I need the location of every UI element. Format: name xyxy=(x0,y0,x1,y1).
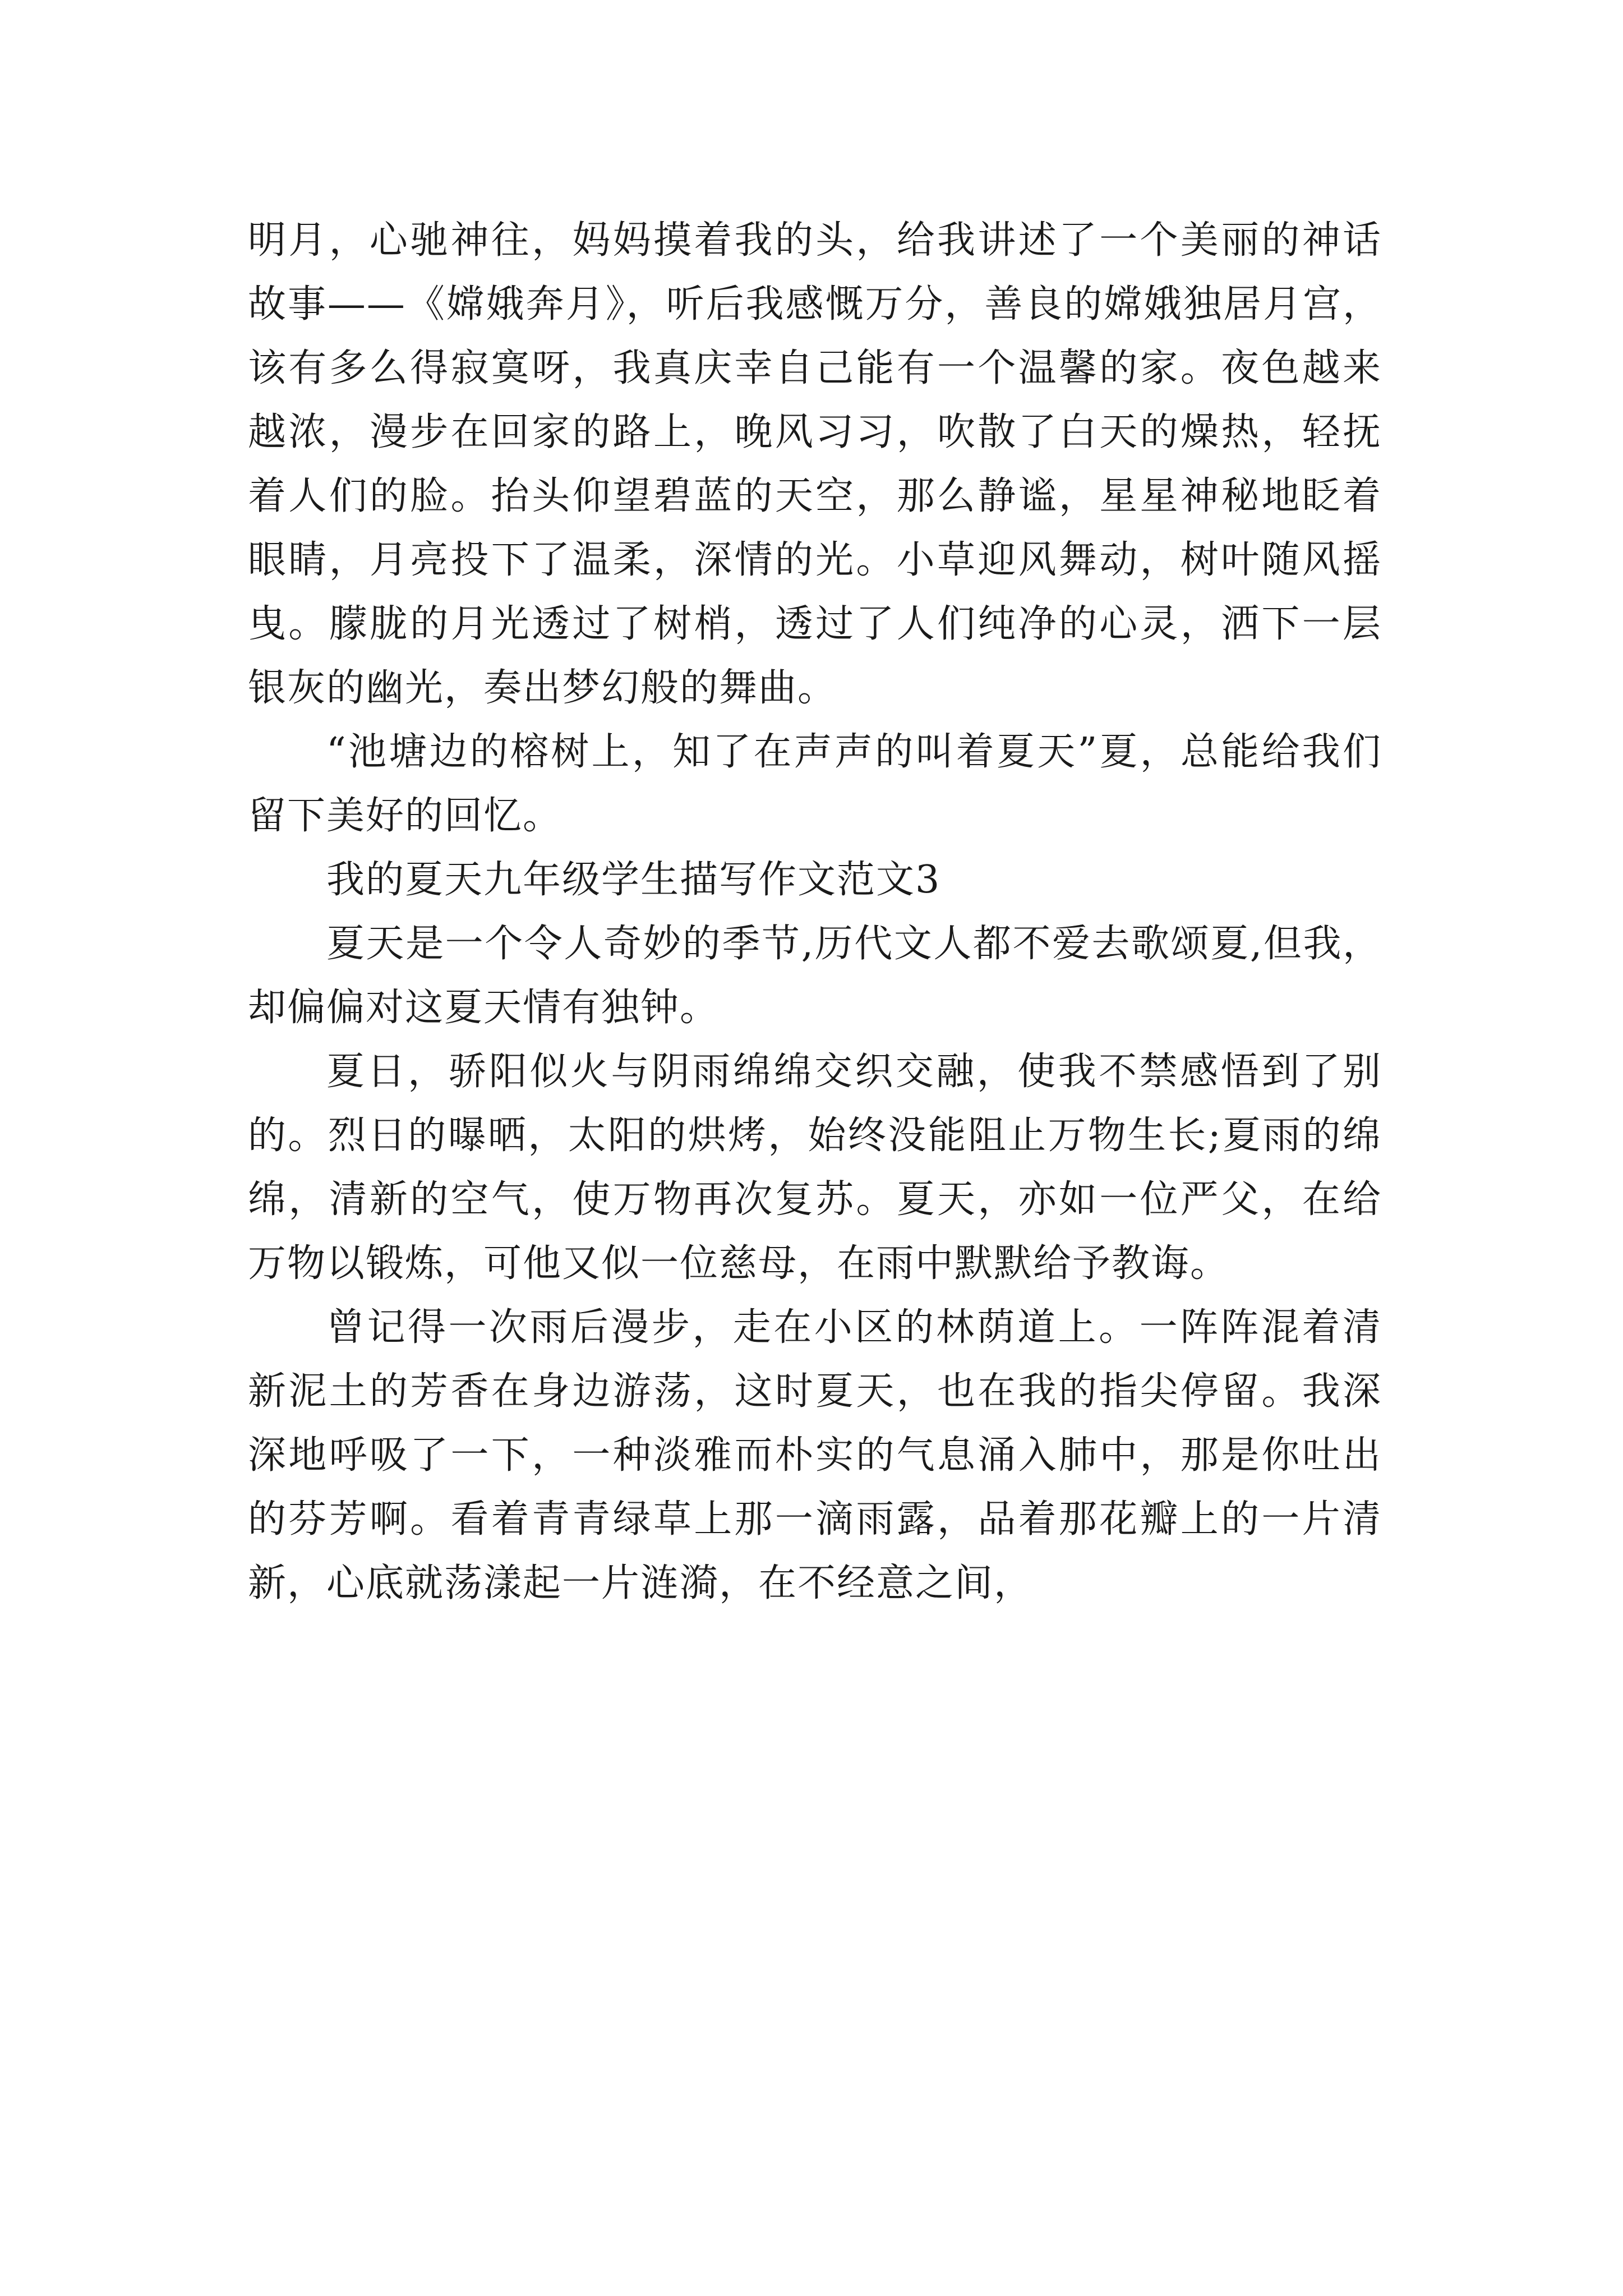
paragraph-2: “池塘边的榕树上，知了在声声的叫着夏天”夏，总能给我们留下美好的回忆。 xyxy=(248,730,1382,838)
paragraph-1: 明月，心驰神往，妈妈摸着我的头，给我讲述了一个美丽的神话故事——《嫦娥奔月》，听后我感慨万分，善良的嫦娥独居月宫，该有多么得寂寞呀，我真庆幸自己能有一个温馨的家。夜色越来越浓，漫步在回家的路上，晚风习习，吹散了白天的燥热，轻抚着人们的脸。抬头仰望碧蓝的天空，那么静谧，星星神秘地眨着眼睛，月亮投下了温柔，深情的光。小草迎风舞动，树叶随风摇曳。朦胧的月光透过了树梢，透过了人们纯净的心灵，洒下一层银灰的幽光，奏出梦幻般的舞曲。 xyxy=(248,218,1382,710)
paragraph-5: 曾记得一次雨后漫步，走在小区的林荫道上。一阵阵混着清新泥土的芳香在身边游荡，这时夏天，也在我的指尖停留。我深深地呼吸了一下，一种淡雅而朴实的气息涌入肺中，那是你吐出的芬芳啊。看着青青绿草上那一滴雨露，品着那花瓣上的一片清新，心底就荡漾起一片涟漪，在不经意之间， xyxy=(248,1305,1382,1605)
section-heading: 我的夏天九年级学生描写作文范文3 xyxy=(326,858,941,902)
paragraph-3: 夏天是一个令人奇妙的季节,历代文人都不爱去歌颂夏,但我，却偏偏对这夏天情有独钟。 xyxy=(248,922,1382,1030)
paragraph-4: 夏日，骄阳似火与阴雨绵绵交织交融，使我不禁感悟到了别的。烈日的曝晒，太阳的烘烤，始终没能阻止万物生长;夏雨的绵绵，清新的空气，使万物再次复苏。夏天，亦如一位严父，在给万物以锻炼，可他又似一位慈母，在雨中默默给予教诲。 xyxy=(248,1050,1382,1286)
document-body xyxy=(248,209,1382,1616)
